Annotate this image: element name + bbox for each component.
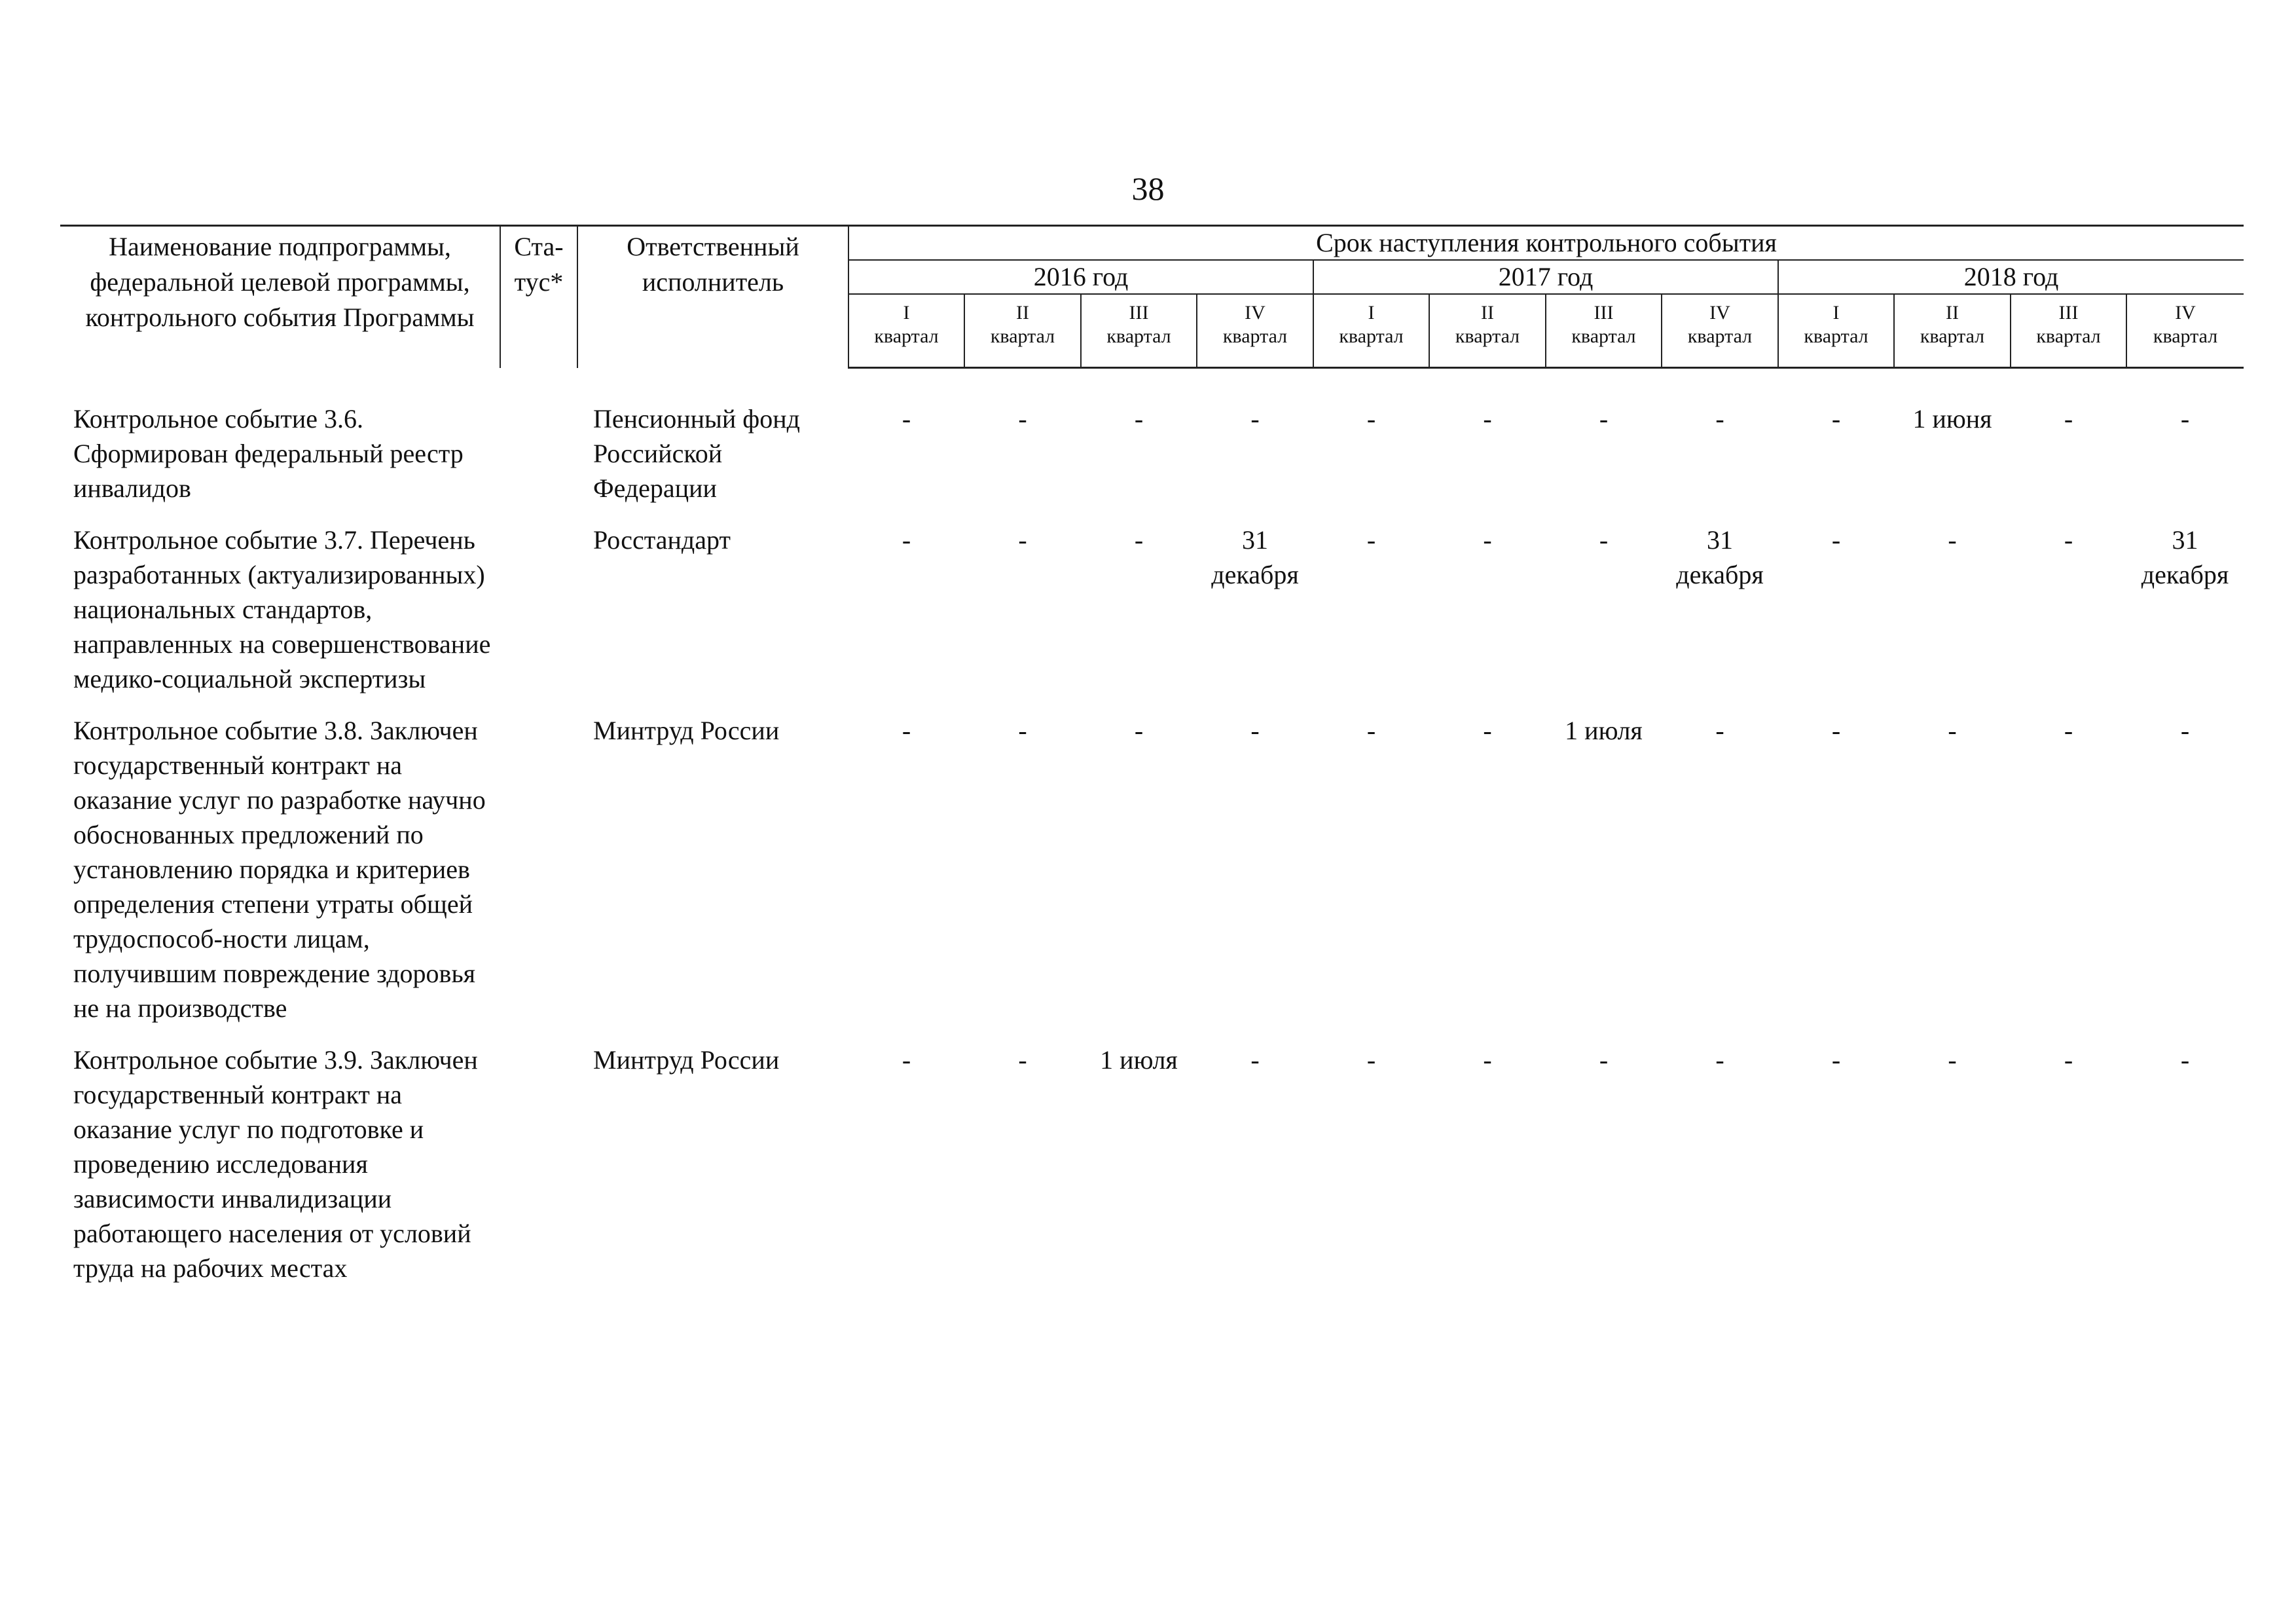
header-quarter-number: II xyxy=(1481,302,1494,323)
event-status-cell xyxy=(500,1043,577,1302)
quarter-deadline-cell: 1 июня xyxy=(1912,404,1992,434)
quarter-deadline-cell: - xyxy=(2064,525,2073,555)
control-events-table xyxy=(60,225,2244,1302)
header-year-2017: 2017 год xyxy=(1313,260,1778,294)
quarter-deadline-cell: 1 июля xyxy=(1100,1045,1178,1075)
quarter-deadline-cell: - xyxy=(2180,1045,2190,1075)
quarter-deadline-cell: - xyxy=(1599,404,1609,434)
quarter-deadline-cell: - xyxy=(1018,404,1027,434)
spacer-row xyxy=(60,368,2244,402)
header-name-col: Наименование подпрограммы, федеральной целевой программы, контрольного события Программы xyxy=(60,226,500,368)
header-quarter-number: IV xyxy=(2175,302,2196,323)
header-quarter-cell xyxy=(1313,294,1429,368)
header-quarter-cell xyxy=(1778,294,1894,368)
quarter-deadline-cell: - xyxy=(1599,525,1609,555)
header-year-2018: 2018 год xyxy=(1778,260,2244,294)
table-header xyxy=(60,226,2244,368)
quarter-deadline-cell: - xyxy=(1134,716,1144,745)
event-status-cell xyxy=(500,401,577,523)
quarter-deadline-cell: - xyxy=(1483,525,1492,555)
quarter-deadline-cell: - xyxy=(1483,1045,1492,1075)
event-status-cell xyxy=(500,523,577,713)
header-quarter-number: III xyxy=(1129,302,1149,323)
quarter-deadline-cell: - xyxy=(1134,404,1144,434)
header-quarter-cell xyxy=(1081,294,1197,368)
event-executor-cell: Пенсионный фонд Российской Федерации xyxy=(593,404,800,503)
quarter-deadline-cell: - xyxy=(2064,404,2073,434)
header-quarter-number: II xyxy=(1016,302,1029,323)
header-quarter-number: III xyxy=(2058,302,2079,323)
quarter-deadline-cell: - xyxy=(2064,716,2073,745)
header-deadline-group: Срок наступления контрольного события xyxy=(848,226,2244,261)
quarter-deadline-cell: - xyxy=(1134,525,1144,555)
quarter-deadline-cell: - xyxy=(1948,1045,1957,1075)
quarter-deadline-cell: - xyxy=(1366,404,1376,434)
quarter-deadline-cell: - xyxy=(1250,1045,1260,1075)
header-year-2016: 2016 год xyxy=(848,260,1313,294)
quarter-deadline-cell: - xyxy=(1366,716,1376,745)
quarter-deadline-cell: - xyxy=(1948,716,1957,745)
header-quarter-word: квартал xyxy=(2153,325,2218,347)
header-quarter-cell xyxy=(1894,294,2011,368)
event-name-cell: Контрольное событие 3.8. Заключен государственный контракт на оказание услуг по разработке научно обоснованных предложений по установлению порядка и критериев определения степени утраты общей трудоспособ-ности лицам, получившим повреждение здоровья не на производстве xyxy=(73,716,486,1023)
quarter-deadline-cell: - xyxy=(902,404,911,434)
header-quarter-number: III xyxy=(1594,302,1614,323)
header-quarter-number: I xyxy=(903,302,910,323)
header-executor-col: Ответственный исполнитель xyxy=(577,226,848,368)
quarter-deadline-cell: - xyxy=(1831,525,1841,555)
header-quarter-word: квартал xyxy=(990,325,1055,347)
quarter-deadline-cell: 1 июля xyxy=(1565,716,1643,745)
header-status-line1: Ста- xyxy=(514,232,564,261)
quarter-deadline-cell: - xyxy=(1831,716,1841,745)
page-number: 38 xyxy=(1131,170,1165,207)
header-quarter-number: IV xyxy=(1245,302,1266,323)
quarter-deadline-cell: - xyxy=(902,716,911,745)
header-quarter-number: I xyxy=(1832,302,1840,323)
header-quarter-number: II xyxy=(1946,302,1959,323)
header-quarter-word: квартал xyxy=(1222,325,1288,347)
header-quarter-cell xyxy=(964,294,1081,368)
quarter-deadline-cell: - xyxy=(902,525,911,555)
header-quarter-word: квартал xyxy=(1804,325,1868,347)
event-status-cell xyxy=(500,713,577,1043)
event-executor-cell: Минтруд России xyxy=(593,716,780,745)
spacer-cell xyxy=(60,368,2244,402)
header-quarter-cell xyxy=(1197,294,1313,368)
quarter-deadline-cell: - xyxy=(1831,404,1841,434)
quarter-deadline-cell: - xyxy=(1715,404,1724,434)
quarter-deadline-cell: - xyxy=(1250,716,1260,745)
quarter-deadline-cell: - xyxy=(1948,525,1957,555)
header-quarter-word: квартал xyxy=(1920,325,1985,347)
quarter-deadline-cell: - xyxy=(1018,525,1027,555)
event-name-cell: Контрольное событие 3.6. Сформирован федеральный реестр инвалидов xyxy=(73,404,464,503)
event-name-cell: Контрольное событие 3.9. Заключен государственный контракт на оказание услуг по подготовке и проведению исследования зависимости инвалидизации работающего населения от условий труда на рабочих местах xyxy=(73,1045,478,1283)
header-quarter-number: I xyxy=(1368,302,1375,323)
table-body xyxy=(60,368,2244,1303)
table-row xyxy=(60,401,2244,523)
header-quarter-word: квартал xyxy=(1455,325,1520,347)
quarter-deadline-cell: - xyxy=(1018,716,1027,745)
control-events-table-wrap xyxy=(60,225,2244,1302)
quarter-deadline-cell: - xyxy=(902,1045,911,1075)
table-row xyxy=(60,523,2244,713)
quarter-deadline-cell: 31 декабря xyxy=(2141,525,2229,589)
header-quarter-cell xyxy=(1662,294,1778,368)
quarter-deadline-cell: - xyxy=(1250,404,1260,434)
quarter-deadline-cell: - xyxy=(1366,1045,1376,1075)
quarter-deadline-cell: 31 декабря xyxy=(1676,525,1764,589)
quarter-deadline-cell: - xyxy=(1018,1045,1027,1075)
quarter-deadline-cell: - xyxy=(2180,404,2190,434)
header-quarter-word: квартал xyxy=(1106,325,1171,347)
header-quarter-word: квартал xyxy=(1687,325,1753,347)
header-quarter-word: квартал xyxy=(1571,325,1636,347)
event-executor-cell: Минтруд России xyxy=(593,1045,780,1075)
header-quarter-word: квартал xyxy=(1339,325,1404,347)
header-quarter-word: квартал xyxy=(2036,325,2101,347)
header-quarter-cell xyxy=(1429,294,1546,368)
header-status-line2: тус* xyxy=(514,267,564,297)
table-row xyxy=(60,713,2244,1043)
quarter-deadline-cell: - xyxy=(1715,1045,1724,1075)
header-quarter-cell xyxy=(1546,294,1662,368)
quarter-deadline-cell: 31 декабря xyxy=(1211,525,1299,589)
quarter-deadline-cell: - xyxy=(1483,404,1492,434)
header-status-col xyxy=(500,226,577,368)
quarter-deadline-cell: - xyxy=(1366,525,1376,555)
event-executor-cell: Росстандарт xyxy=(593,525,731,555)
header-quarter-number: IV xyxy=(1709,302,1730,323)
table-row xyxy=(60,1043,2244,1302)
header-quarter-word: квартал xyxy=(874,325,939,347)
quarter-deadline-cell: - xyxy=(2064,1045,2073,1075)
quarter-deadline-cell: - xyxy=(1599,1045,1609,1075)
event-name-cell: Контрольное событие 3.7. Перечень разработанных (актуализированных) национальных стандартов, направленных на совершенствование медико-социальной экспертизы xyxy=(73,525,491,693)
quarter-deadline-cell: - xyxy=(1715,716,1724,745)
header-quarter-cell xyxy=(848,294,964,368)
header-quarter-cell xyxy=(2126,294,2244,368)
quarter-deadline-cell: - xyxy=(1483,716,1492,745)
quarter-deadline-cell: - xyxy=(1831,1045,1841,1075)
header-quarter-cell xyxy=(2011,294,2126,368)
quarter-deadline-cell: - xyxy=(2180,716,2190,745)
